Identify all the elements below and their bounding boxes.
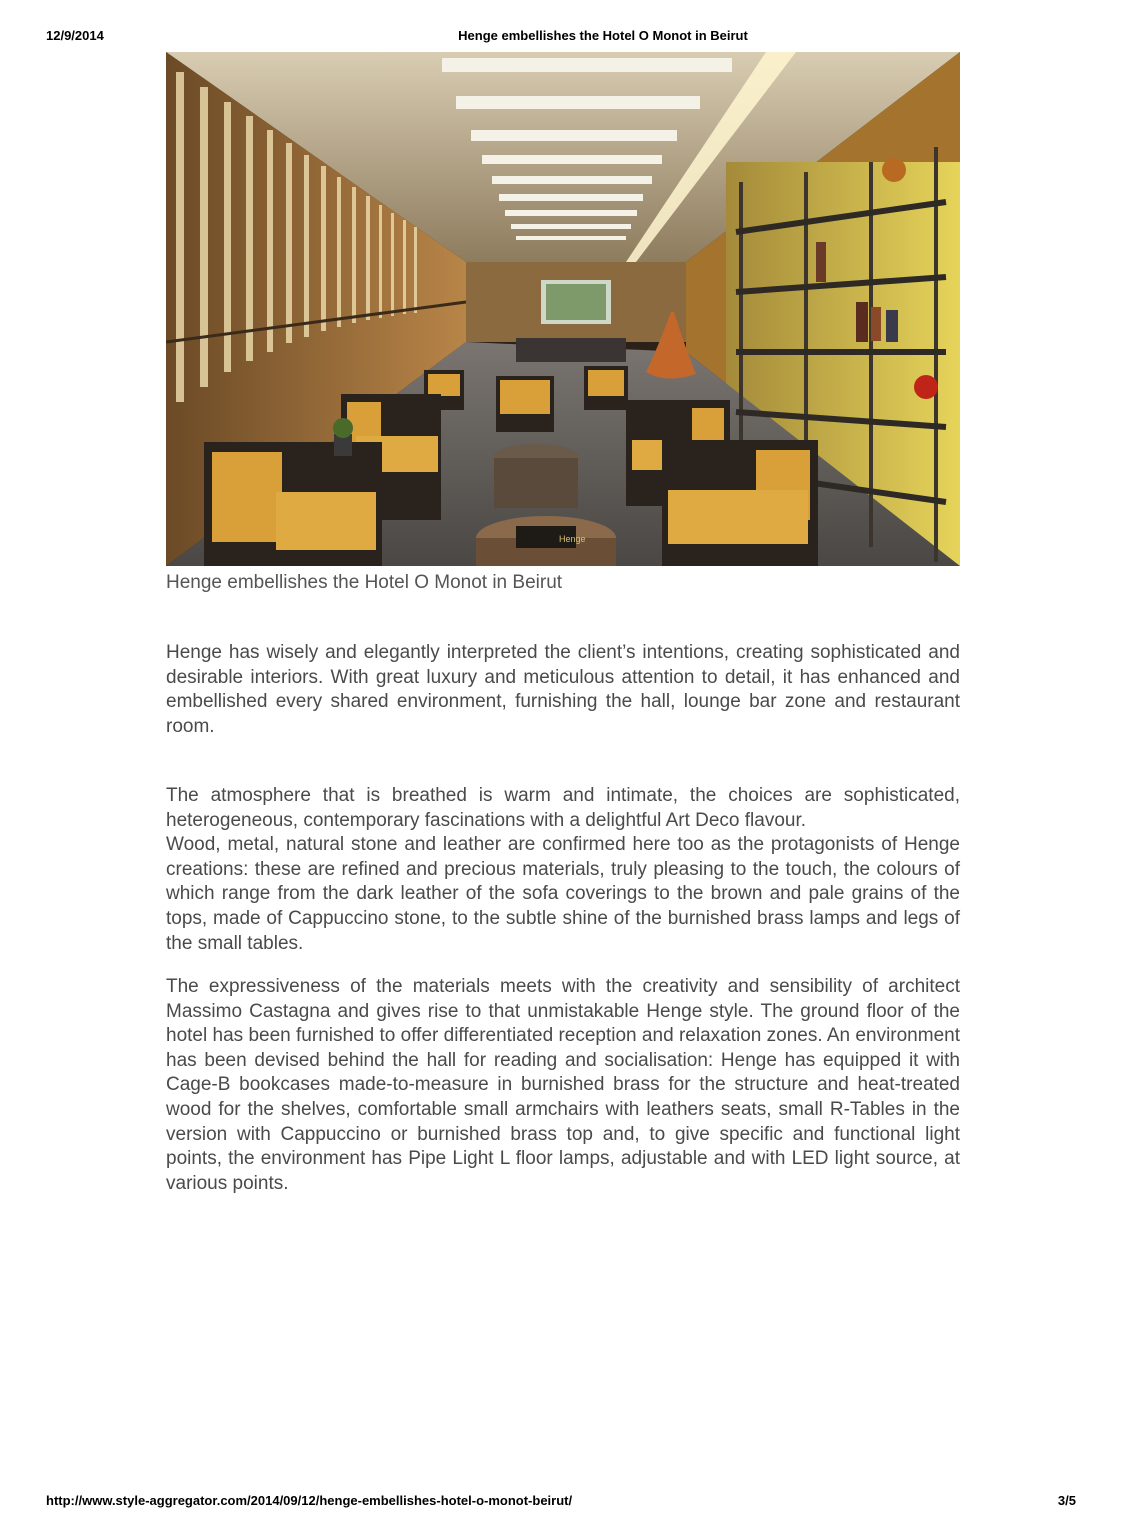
print-title: Henge embellishes the Hotel O Monot in Beirut (458, 28, 748, 43)
figure-caption: Henge embellishes the Hotel O Monot in Beirut (166, 572, 563, 593)
article-paragraph-3: The expressiveness of the materials meets with the creativity and sensibility of architect Massimo Castagna and gives rise to that unmistakable Henge style. The ground floor of the hotel has been furnished to offer differentiated reception and relaxation zones. An environment has been devised behind the hall for reading and socialisation: Henge has equipped it with Cage-B bookcases made-to-measure in burnished brass for the structure and heat-treated wood for the shelves, comfortable small armchairs with leathers seats, small R-Tables in the version with Cappuccino or burnished brass top and, to give specific and functional light points, the environment has Pipe Light L floor lamps, adjustable and with LED light source, at various points. (166, 976, 960, 1194)
hotel-lounge-photo (166, 52, 960, 566)
article-paragraph-1: Henge has wisely and elegantly interpreted the client’s intentions, creating sophisticated and desirable interiors. With great luxury and meticulous attention to detail, it has enhanced and embellished every shared environment, furnishing the hall, lounge bar zone and restaurant room. (166, 642, 960, 737)
table-book-text: Henge (559, 534, 586, 544)
article-paragraph-2: The atmosphere that is breathed is warm and intimate, the choices are sophisticated, heterogeneous, contemporary fascinations with a delightful Art Deco flavour. Wood, metal, natural stone and leather are confirmed here too as the protagonists of Henge creations: these are refined and precious materials, truly pleasing to the touch, the colours of which range from the dark leather of the sofa coverings to the brown and pale grains of the tops, made of Cappuccino stone, to the subtle shine of the burnished brass lamps and legs of the small tables. (166, 785, 960, 954)
print-date: 12/9/2014 (46, 28, 104, 43)
page-number: 3/5 (1057, 1493, 1076, 1508)
footer-url: http://www.style-aggregator.com/2014/09/12/henge-embellishes-hotel-o-monot-beirut/ (46, 1493, 573, 1508)
